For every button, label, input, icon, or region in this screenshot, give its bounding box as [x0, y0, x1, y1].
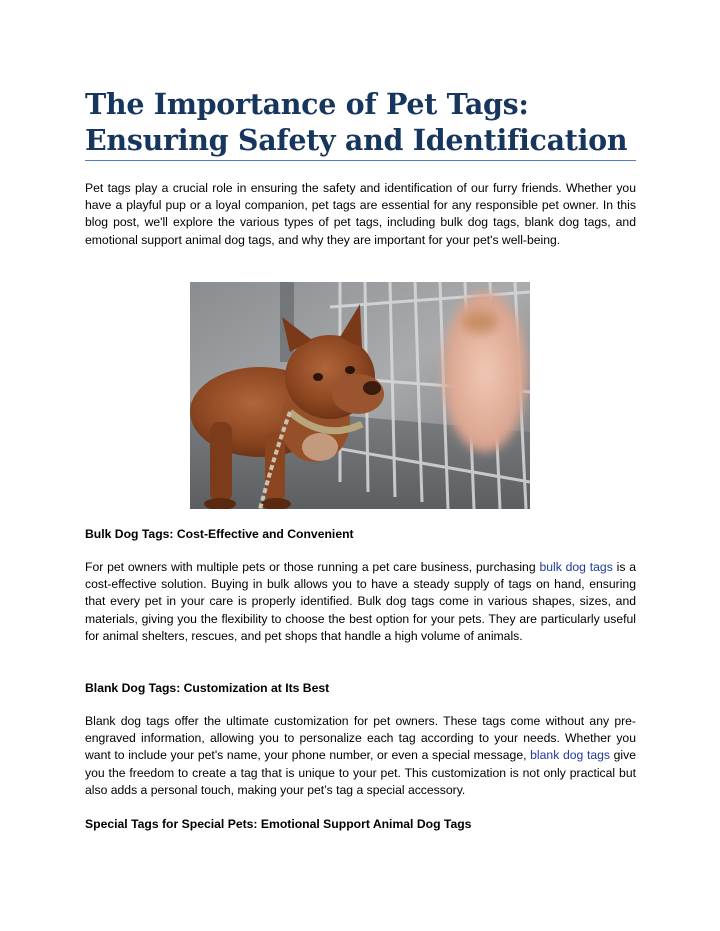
paragraph-text: For pet owners with multiple pets or those running a pet care business, purchasing [85, 560, 540, 574]
section-paragraph-bulk [85, 559, 636, 645]
blank-dog-tags-link[interactable]: blank dog tags [530, 748, 610, 763]
section-heading-esa: Special Tags for Special Pets: Emotional Support Animal Dog Tags [85, 817, 472, 831]
paragraph-text: give you the freedom to create a tag that is unique to your pet. This customization is not only practical but also adds a personal touch, making your pet’s tag a special accessory. [85, 748, 637, 797]
page-title: The Importance of Pet Tags: Ensuring Safety and Identification [85, 87, 628, 157]
bulk-dog-tags-link[interactable]: bulk dog tags [539, 560, 613, 574]
paragraph-text: is a cost-effective solution. Buying in bulk allows you to have a steady supply of tags on hand, ensuring that every pet in your care is properly identified. Bulk dog tags come in various shapes, sizes, and materials, giving you the flexibility to choose the best option for your pets. They are particularly useful for animal shelters, rescues, and pet shops that handle a high volume of animals. [85, 560, 636, 643]
section-heading-bulk: Bulk Dog Tags: Cost-Effective and Convenient [85, 527, 354, 541]
dog-photo-icon [190, 282, 530, 509]
title-underline [85, 160, 636, 161]
intro-paragraph: Pet tags play a crucial role in ensuring the safety and identification of our furry friends. Whether you have a playful pup or a loyal companion, pet tags are essential for any responsible pet owner. In this blog post, we'll explore the various types of pet tags, including bulk dog tags, blank dog tags, and emotional support animal dog tags, and why they are important for your pet's well-being. [85, 181, 636, 247]
section-paragraph-blank [85, 713, 636, 799]
section-heading-blank: Blank Dog Tags: Customization at Its Best [85, 681, 330, 695]
paragraph-text: Blank dog tags offer the ultimate customization for pet owners. These tags come without any pre-engraved information, allowing you to personalize each tag according to your needs. Whether you want to include your pet's name, your phone number, or even a special message, [85, 714, 636, 763]
